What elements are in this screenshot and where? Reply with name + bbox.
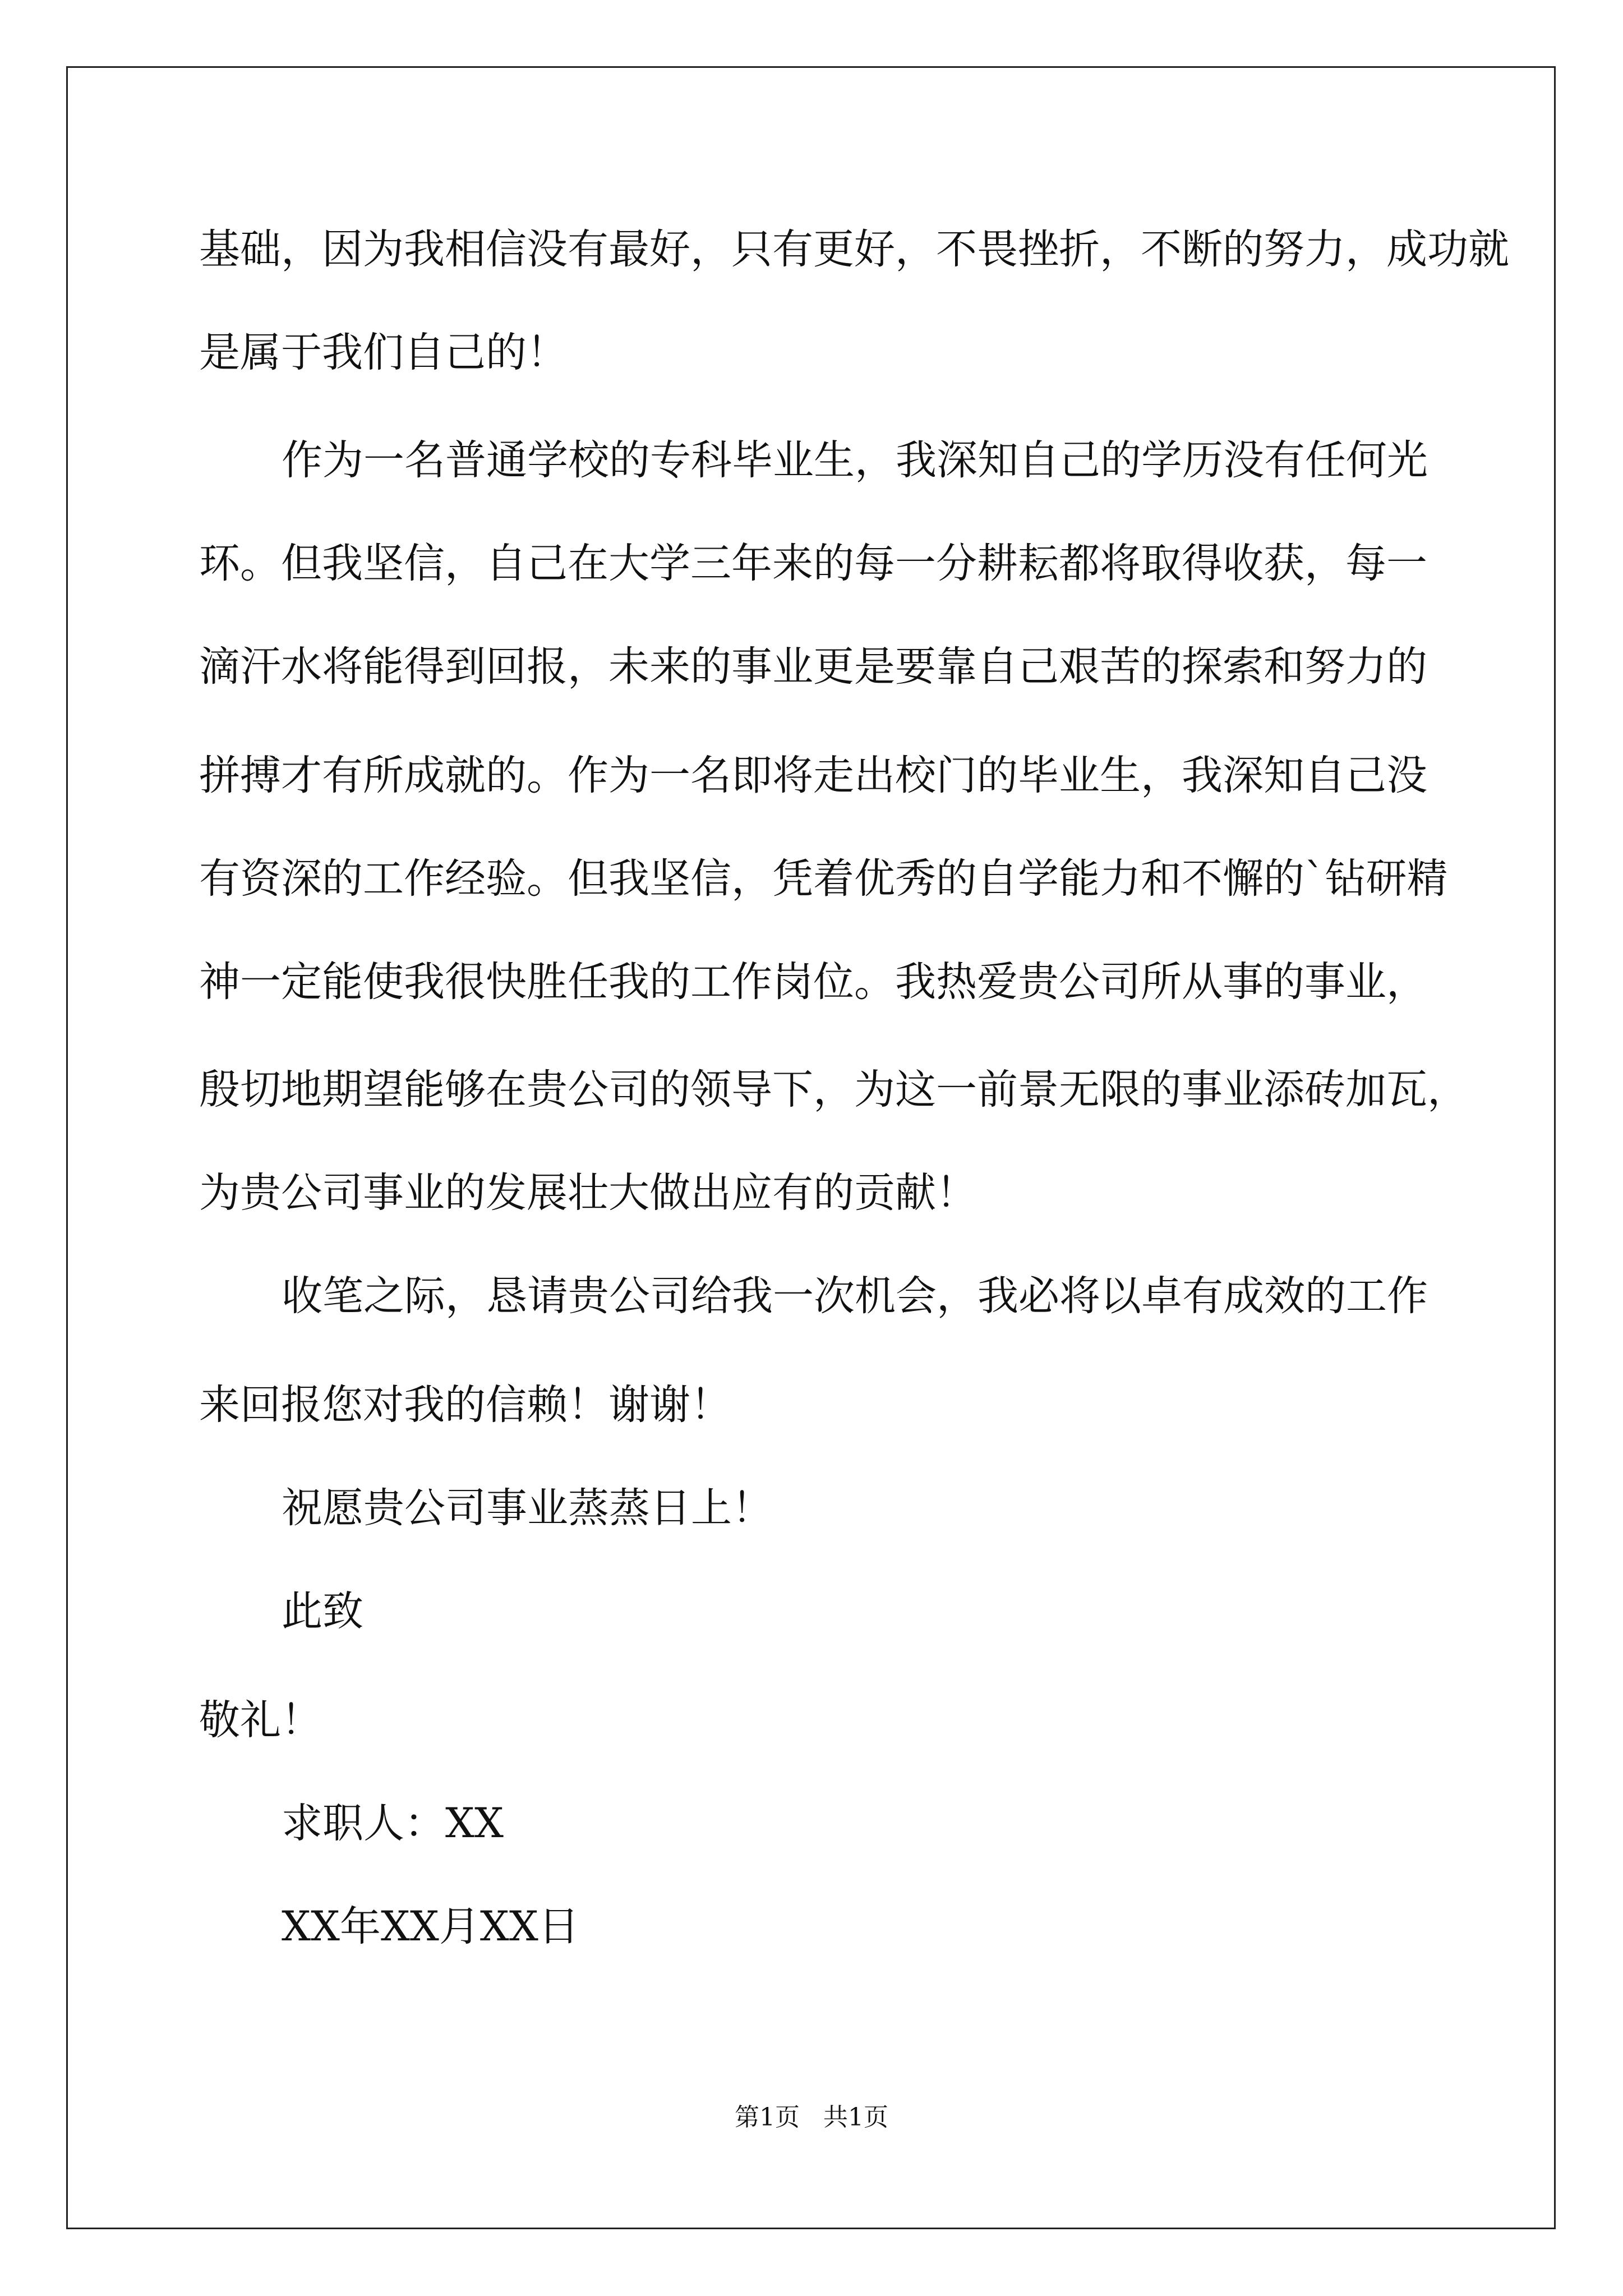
paragraph-line: 来回报您对我的信赖！谢谢！ [199, 1381, 731, 1429]
paragraph-line: 有资深的工作经验。但我坚信，凭着优秀的自学能力和不懈的`钻研精 [199, 855, 1448, 903]
salutation-cizhi: 此致 [282, 1588, 363, 1635]
paragraph-line: 环。但我坚信，自己在大学三年来的每一分耕耘都将取得收获，每一 [199, 540, 1427, 587]
paragraph-line: 收笔之际，恳请贵公司给我一次机会，我必将以卓有成效的工作 [282, 1272, 1428, 1320]
paragraph-line: 拼搏才有所成就的。作为一名即将走出校门的毕业生，我深知自己没 [199, 752, 1427, 799]
paragraph-line: 殷切地期望能够在贵公司的领导下，为这一前景无限的事业添砖加瓦， [199, 1066, 1468, 1114]
page-indicator: 第1页 共1页 [735, 2103, 888, 2132]
wish-line: 祝愿贵公司事业蒸蒸日上！ [282, 1484, 773, 1532]
paragraph-line: 为贵公司事业的发展壮大做出应有的贡献！ [199, 1169, 977, 1217]
paragraph-line: 神一定能使我很快胜任我的工作岗位。我热爱贵公司所从事的事业， [199, 958, 1427, 1006]
salutation-jingli: 敬礼！ [199, 1696, 322, 1744]
paragraph-line: 滴汗水将能得到回报，未来的事业更是要靠自己艰苦的探索和努力的 [199, 643, 1427, 691]
signature-line: 求职人：XX [282, 1800, 504, 1847]
paragraph-line: 作为一名普通学校的专科毕业生，我深知自己的学历没有任何光 [282, 436, 1428, 484]
date-line: XX年XX月XX日 [282, 1903, 579, 1950]
paragraph-line: 是属于我们自己的！ [199, 329, 568, 376]
paragraph-line: 基础，因为我相信没有最好，只有更好，不畏挫折，不断的努力，成功就 [199, 226, 1509, 273]
